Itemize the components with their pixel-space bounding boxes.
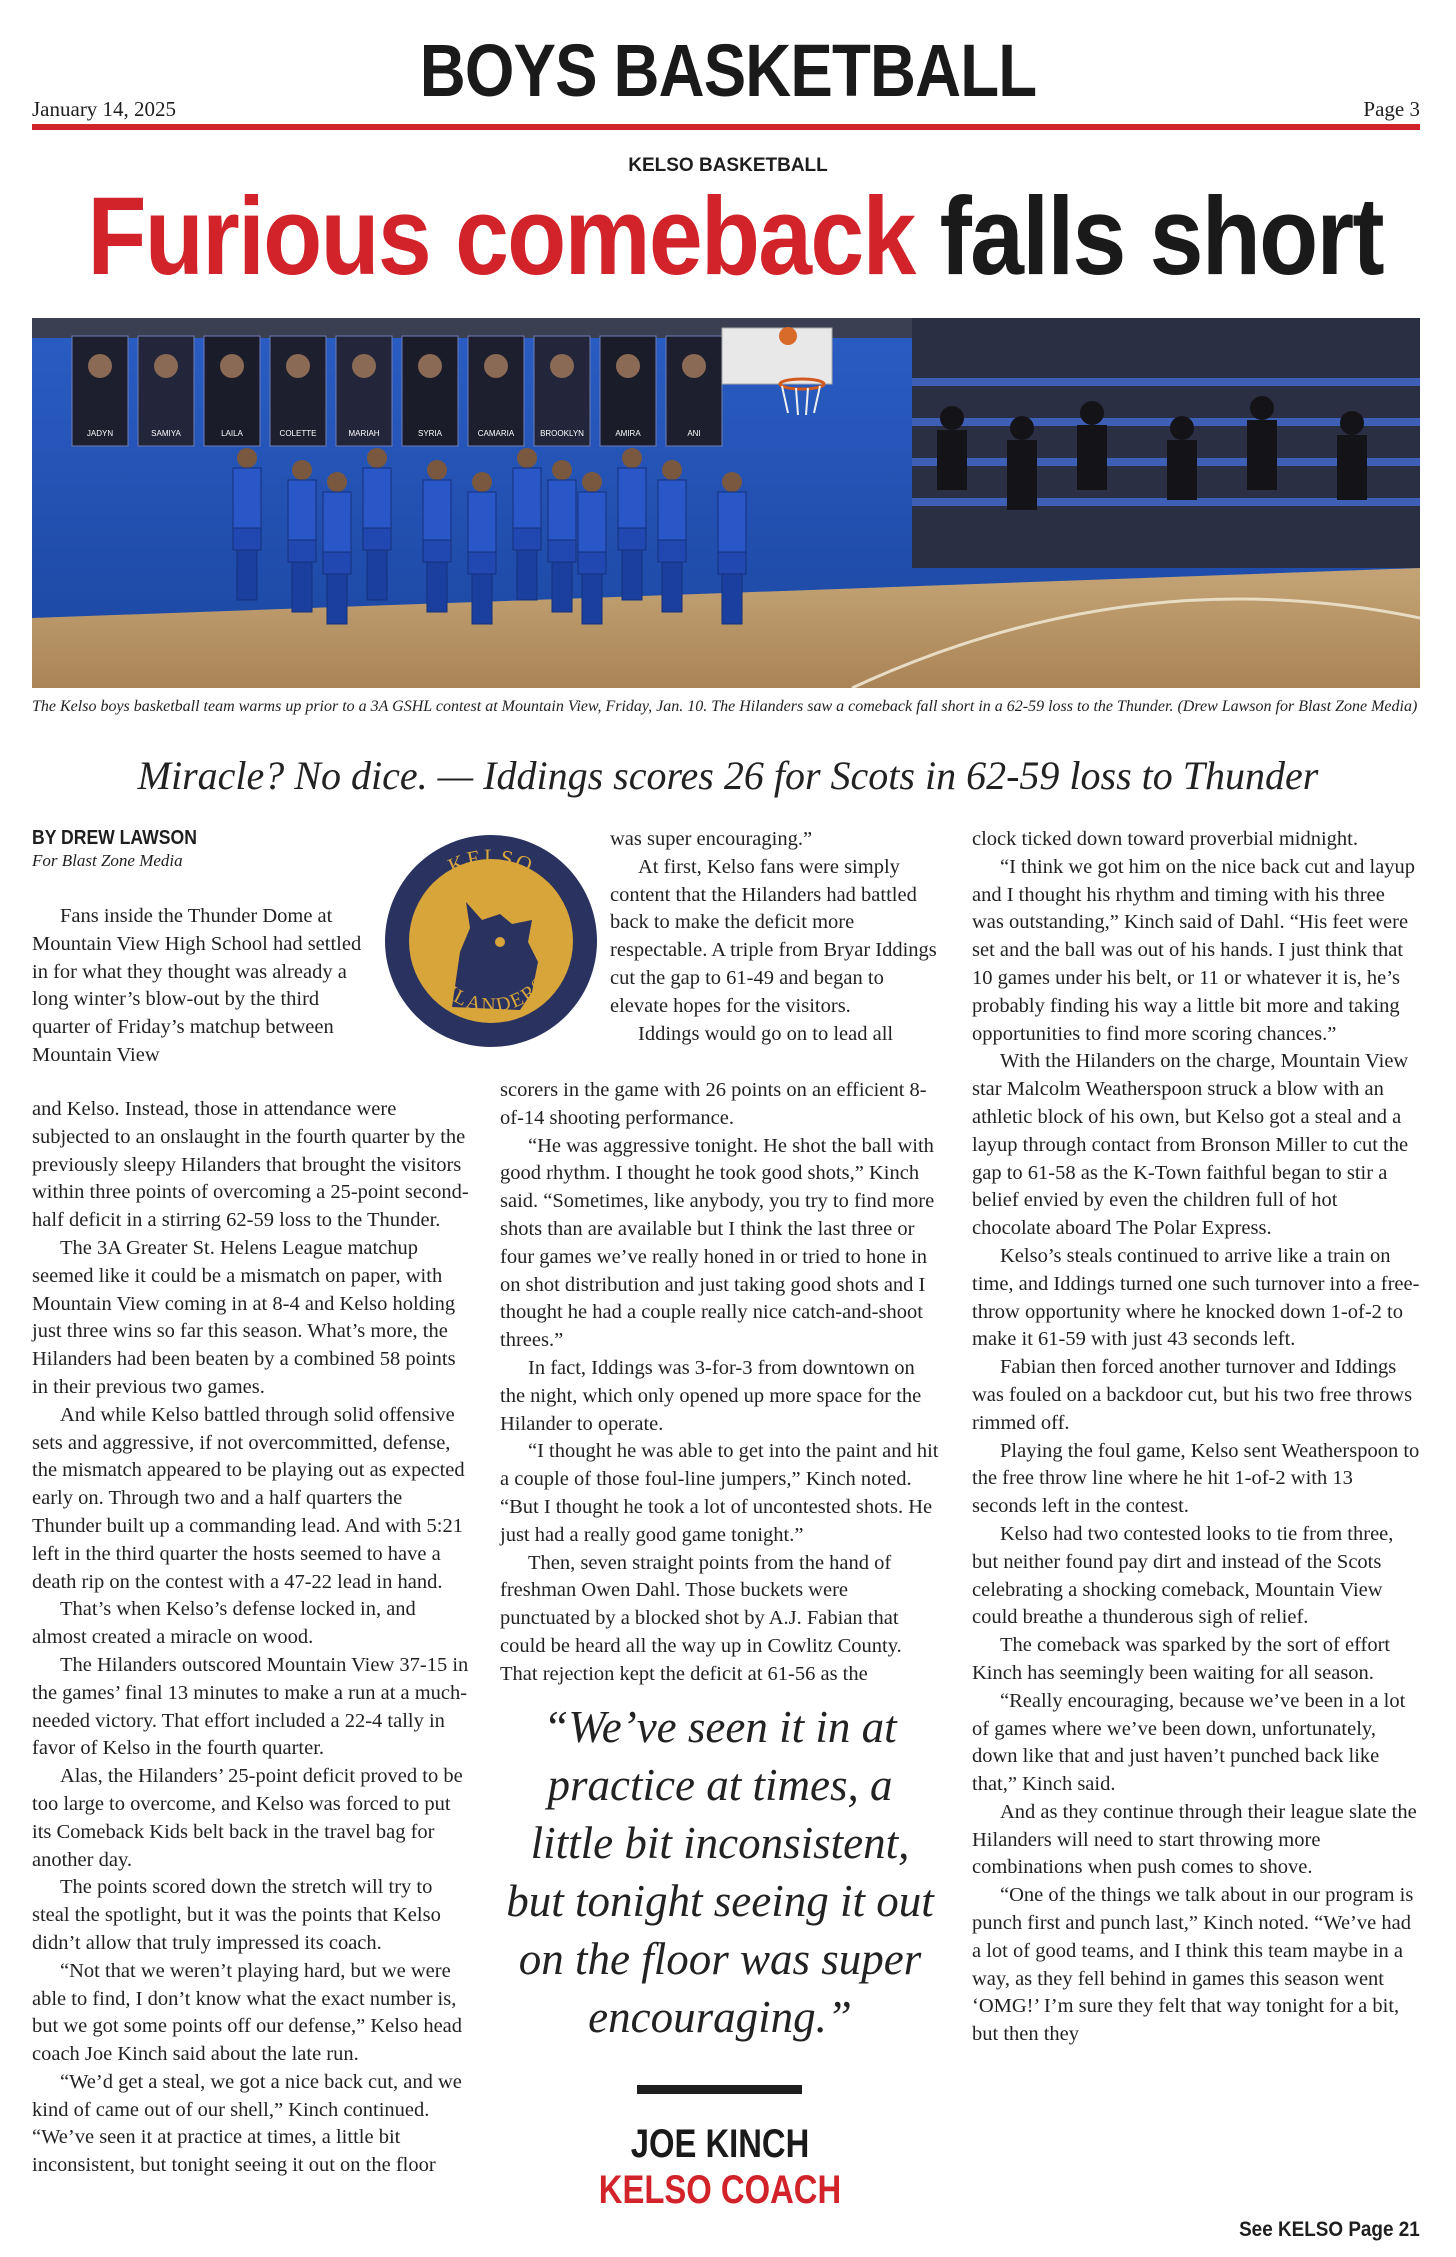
masthead-rule [32, 124, 1420, 130]
paragraph: Fans inside the Thunder Dome at Mountain View High School had settled in for what they thought was already a long winter’s blow-out by the third quarter of Friday’s matchup between Mountain View [32, 905, 362, 1066]
player [468, 472, 496, 624]
senior-banner [204, 336, 260, 446]
issue-date: January 14, 2025 [32, 97, 177, 121]
kelso-hilanders-logo [382, 832, 600, 1050]
logo-text-bottom: HILANDERS [430, 971, 552, 1017]
headline-black: falls short [939, 175, 1383, 298]
senior-banner [72, 336, 128, 446]
paragraph: Kelso’s steals continued to arrive like a train on time, and Iddings turned one such turnover into a free-throw opportunity where he knocked down 1-of-2 to make it 61-59 with just 43 seconds left. [972, 1244, 1420, 1351]
banner-name: JADYN [86, 429, 114, 438]
player [548, 460, 576, 612]
player [658, 460, 686, 612]
senior-banner [666, 336, 722, 446]
player [423, 460, 451, 612]
paragraph: And as they continue through their league slate the Hilanders will need to start throwing more combinations when push comes to shove. [972, 1800, 1417, 1879]
senior-banner [468, 336, 524, 446]
column-1-top [32, 903, 362, 1070]
paragraph: The Hilanders outscored Mountain View 37-15 in the games’ final 13 minutes to make a run at a much-needed victory. That effort included a 22-4 tally in favor of Kelso in the fourth quarter. [32, 1653, 469, 1760]
banner-name: BROOKLYN [540, 429, 584, 438]
paragraph: Kelso had two contested looks to tie from three, but neither found pay dirt and instead of the Scots celebrating a shocking comeback, Mountain View could breathe a thunderous sigh of relief. [972, 1522, 1394, 1629]
pull-quote-speaker: JOE KINCH [630, 2122, 810, 2166]
player [513, 448, 541, 600]
banner-name: LAILA [221, 429, 243, 438]
deck-subheadline: Miracle? No dice. — Iddings scores 26 for Scots in 62-59 loss to Thunder [137, 753, 1319, 798]
paragraph: That’s when Kelso’s defense locked in, and almost created a miracle on wood. [32, 1598, 416, 1649]
player [618, 448, 646, 600]
banner-name: MARIAH [348, 429, 380, 438]
paragraph: “Really encouraging, because we’ve been in a lot of games where we’ve been down, unfortunately, down like that and just haven’t punched back like that,” Kinch said. [972, 1689, 1406, 1796]
gym-photo-illustration [32, 318, 1420, 688]
page-number: Page 3 [1363, 97, 1420, 121]
paragraph: scorers in the game with 26 points on an efficient 8-of-14 shooting performance. [500, 1079, 927, 1129]
section-title: BOYS BASKETBALL [419, 29, 1037, 112]
paragraph: “One of the things we talk about in our program is punch first and punch last,” Kinch noted. “We’ve had a lot of good teams, and I think this team maybe in a way, as they fell behind in games this season went ‘OMG!’ I’m sure they felt that way tonight for a bit, but then they [972, 1884, 1414, 2046]
paragraph: “He was aggressive tonight. He shot the ball with good rhythm. I thought he took good shots,” Kinch said. “Sometimes, like anybody, you try to find more shots than are available but I think the last three or four games we’ve really honed in or tried to hone in on shot distribution and just taking good shots and I thought he had a couple really nice catch-and-shoot threes.” [500, 1134, 935, 1352]
banner-name: CAMARIA [477, 429, 515, 438]
pull-quote: “We’ve seen it in at practice at times, a little bit inconsistent, but tonight seeing it out on the floor was super encouraging.” [506, 1702, 934, 2042]
player [718, 472, 746, 624]
byline: BY DREW LAWSON [32, 827, 197, 849]
player [288, 460, 316, 612]
pull-quote-speaker-title: KELSO COACH [598, 2168, 842, 2212]
player [323, 472, 351, 624]
paragraph: With the Hilanders on the charge, Mountain View star Malcolm Weatherspoon struck a blow with an athletic block of his own, but Kelso got a steal and a layup through contact from Bronson Miller to cut the gap to 61-58 as the K-Town faithful began to stir a belief envied by even the children full of hot chocolate aboard The Polar Express. [972, 1050, 1409, 1240]
paragraph: The 3A Greater St. Helens League matchup seemed like it could be a mismatch on paper, with Mountain View coming in at 8-4 and Kelso holding just three wins so far this season. What’s more, the Hilanders had been beaten by a combined 58 points in their previous two games. [32, 1236, 456, 1398]
headline-red: Furious comeback [87, 175, 915, 298]
senior-banner [336, 336, 392, 446]
paragraph: Then, seven straight points from the hand of freshman Owen Dahl. Those buckets were punctuated by a blocked shot by A.J. Fabian that could be heard all the way up in Cowlitz County. That rejection kept the deficit at 61-56 as the [500, 1551, 902, 1685]
senior-banner [270, 336, 326, 446]
paragraph: In fact, Iddings was 3-for-3 from downtown on the night, which only opened up more space for the Hilander to operate. [500, 1356, 922, 1435]
paragraph: was super encouraging.” [610, 828, 813, 850]
pull-quote-rule [637, 2085, 802, 2094]
paragraph: Iddings would go on to lead all [638, 1022, 894, 1045]
paragraph: “We’d get a steal, we got a nice back cut, and we kind of came out of our shell,” Kinch continued. “We’ve seen it at practice at times, a little bit inconsistent, but tonight seeing it out on the floor [32, 2070, 462, 2177]
column-3-body [972, 826, 1420, 2049]
column-2-body [500, 1077, 940, 1689]
paragraph: clock ticked down toward proverbial midnight. [972, 828, 1358, 850]
senior-banner [138, 336, 194, 446]
banner-name: ANI [687, 429, 701, 438]
logo-text-top: KELSO [444, 843, 538, 879]
banner-name: SAMIYA [151, 429, 181, 438]
player [363, 448, 391, 600]
paragraph: The points scored down the stretch will try to steal the spotlight, but it was the points that Kelso didn’t allow that truly impressed its coach. [32, 1876, 441, 1954]
paragraph: And while Kelso battled through solid offensive sets and aggressive, if not overcommitted, defense, the mismatch appeared to be playing out as expected early on. Through two and a half quarters the Thunder built up a commanding lead. And with 5:21 left in the third quarter the hosts seemed to have a death rip on the contest with a 47-22 lead in hand. [32, 1403, 465, 1593]
photo-caption: The Kelso boys basketball team warms up prior to a 3A GSHL contest at Mountain View, Friday, Jan. 10. The Hilanders saw a comeback fall short in a 62-59 loss to the Thunder. (Drew Lawson for Blast Zone Media) [32, 698, 1418, 715]
senior-banner [534, 336, 590, 446]
paragraph: The comeback was sparked by the sort of effort Kinch has seemingly been waiting for all season. [972, 1634, 1391, 1684]
column-2-top [610, 826, 940, 1048]
paragraph: Playing the foul game, Kelso sent Weatherspoon to the free throw line where he hit 1-of-2 with 13 seconds left in the contest. [972, 1439, 1420, 1518]
senior-banner [600, 336, 656, 446]
player [233, 448, 261, 600]
kicker: KELSO BASKETBALL [628, 155, 828, 176]
paragraph: and Kelso. Instead, those in attendance were subjected to an onslaught in the fourth quarter by the previously sleepy Hilanders that brought the visitors within three points of overcoming a 25-point second-half deficit in a stirring 62-59 loss to the Thunder. [32, 1098, 469, 1232]
banner-name: SYRIA [417, 429, 443, 438]
senior-banner [402, 336, 458, 446]
paragraph: “Not that we weren’t playing hard, but we were able to find, I don’t know what the exact number is, but we got some points off our defense,” Kelso head coach Joe Kinch said about the late run. [32, 1959, 463, 2066]
paragraph: Fabian then forced another turnover and Iddings was fouled on a backdoor cut, but his two free throws rimmed off. [972, 1356, 1413, 1434]
jump-line: See KELSO Page 21 [1239, 2218, 1420, 2241]
paragraph: Alas, the Hilanders’ 25-point deficit proved to be too large to overcome, and Kelso was forced to put its Comeback Kids belt back in the travel bag for another day. [32, 1765, 463, 1871]
headline [87, 175, 1383, 298]
column-1-body [32, 1096, 472, 2180]
player [578, 472, 606, 624]
banner-name: COLETTE [279, 429, 317, 438]
game-photo [32, 318, 1420, 688]
byline-affiliation: For Blast Zone Media [32, 851, 183, 870]
paragraph: At first, Kelso fans were simply content that the Hilanders had battled back to make the deficit more respectable. A triple from Bryar Iddings cut the gap to 61-49 and began to elevate hopes for the visitors. [610, 855, 937, 1017]
banner-name: AMIRA [615, 429, 641, 438]
paragraph: “I think we got him on the nice back cut and layup and I thought his rhythm and timing with his three was outstanding,” Kinch said of Dahl. “His feet were set and the ball was out of his hands. I just think that 10 games under his belt, or 11 or whatever it is, he’s probably finding his way a little bit more and taking opportunities to find more scoring chances.” [972, 855, 1416, 1045]
paragraph: “I thought he was able to get into the paint and hit a couple of those foul-line jumpers,” Kinch noted. “But I thought he took a lot of uncontested shots. He just had a really good game tonight.” [500, 1440, 939, 1546]
